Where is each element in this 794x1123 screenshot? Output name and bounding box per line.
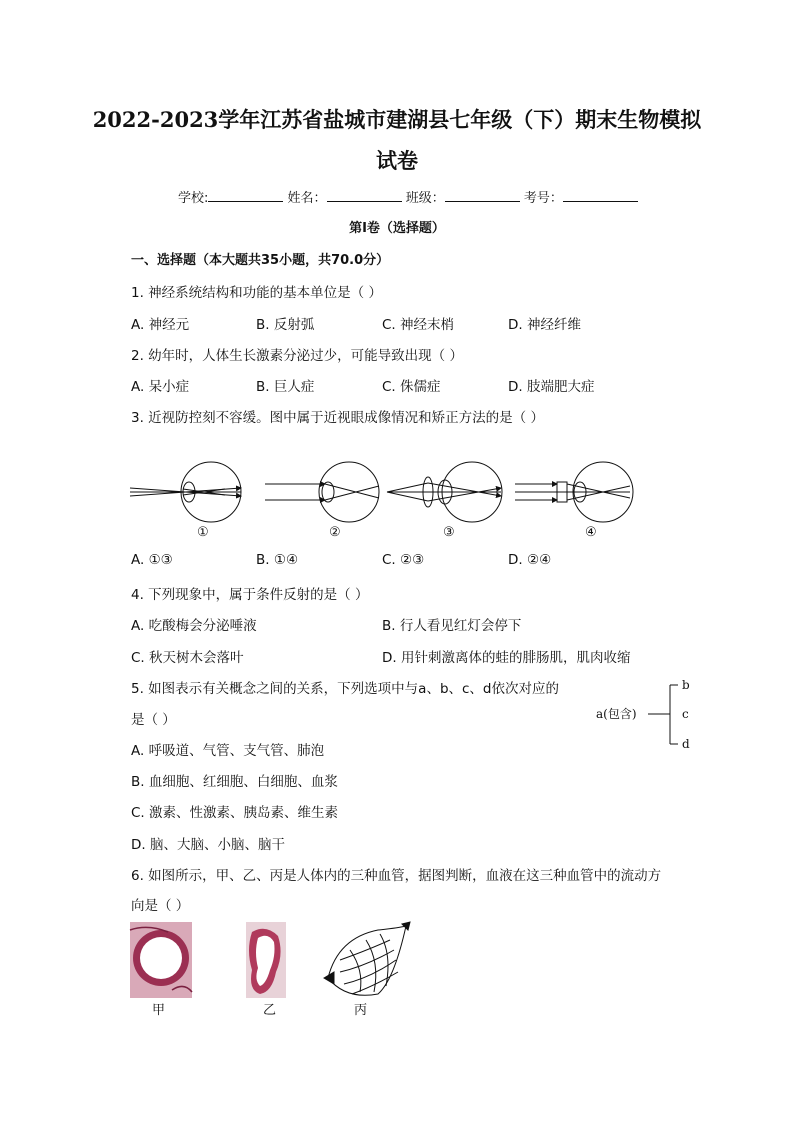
q2-option-a[interactable]: A. 呆小症 [131,379,190,395]
q5-option-d[interactable]: D. 脑、大脑、小脑、脑干 [131,837,285,853]
vessel-jia-image [130,922,192,998]
vessel-label-yi: 乙 [263,1003,277,1018]
section1-heading: 一、选择题（本大题共35小题，共70.0分） [131,253,390,268]
name-label: 姓名： [287,191,327,206]
class-label: 班级： [405,191,445,206]
blood-vessel-figure [128,920,418,1020]
q3-option-a[interactable]: A. ①③ [131,552,173,568]
vessel-label-bing: 丙 [354,1003,368,1018]
school-label: 学校: [178,191,209,206]
eye-diagrams-figure [125,455,645,545]
question-3-stem: 3. 近视防控刻不容缓。图中属于近视眼成像情况和矫正方法的是（ ） [131,410,544,426]
question-2-stem: 2. 幼年时，人体生长激素分泌过少，可能导致出现（ ） [131,348,463,364]
diagram-node-d: d [682,737,690,751]
concept-relation-diagram [592,676,702,752]
q5-option-a[interactable]: A. 呼吸道、气管、支气管、肺泡 [131,743,325,759]
student-info-row [178,187,638,206]
question-1-stem: 1. 神经系统结构和功能的基本单位是（ ） [131,285,382,301]
vessel-bing-image [324,922,410,995]
eye-diagram-4 [515,462,633,522]
vessel-label-jia: 甲 [152,1003,166,1018]
figure-label-3: ③ [443,525,455,540]
q2-option-c[interactable]: C. 侏儒症 [382,379,441,395]
q1-option-b[interactable]: B. 反射弧 [256,317,315,333]
question-6-stem: 6. 如图所示，甲、乙、丙是人体内的三种血管，据图判断，血液在这三种血管中的流动方 [131,868,662,884]
figure-label-2: ② [329,525,341,540]
q4-option-c[interactable]: C. 秋天树木会落叶 [131,650,244,666]
exam-title-line1: 2022-2023学年江苏省盐城市建湖县七年级（下）期末生物模拟 [92,107,702,132]
q3-option-c[interactable]: C. ②③ [382,552,425,568]
exam-number-label: 考号： [523,191,563,206]
eye-diagram-3 [387,462,502,522]
diagram-root-a: a(包含) [596,707,637,721]
vessel-yi-image [246,922,286,998]
diagram-node-b: b [682,678,690,692]
q4-option-a[interactable]: A. 吃酸梅会分泌唾液 [131,618,257,634]
part1-title: 第I卷（选择题） [349,221,445,236]
q2-option-b[interactable]: B. 巨人症 [256,379,315,395]
exam-title-line2: 试卷 [376,148,418,173]
q4-option-d[interactable]: D. 用针刺激离体的蛙的腓肠肌，肌肉收缩 [382,650,631,666]
q3-option-b[interactable]: B. ①④ [256,552,299,568]
q4-option-b[interactable]: B. 行人看见红灯会停下 [382,618,522,634]
school-blank[interactable] [208,189,283,202]
exam-number-blank[interactable] [563,189,638,202]
q1-option-c[interactable]: C. 神经末梢 [382,317,455,333]
figure-label-4: ④ [585,525,597,540]
name-blank[interactable] [327,189,402,202]
question-5-stem: 5. 如图表示有关概念之间的关系，下列选项中与a、b、c、d依次对应的 [131,681,560,697]
eye-diagram-1 [130,462,241,522]
question-6-stem-cont: 向是（ ） [131,898,190,914]
diagram-node-c: c [682,707,689,721]
q5-option-c[interactable]: C. 激素、性激素、胰岛素、维生素 [131,805,339,821]
figure-label-1: ① [197,525,209,540]
q3-option-d[interactable]: D. ②④ [508,552,552,568]
question-4-stem: 4. 下列现象中，属于条件反射的是（ ） [131,587,369,603]
q1-option-a[interactable]: A. 神经元 [131,317,190,333]
q5-option-b[interactable]: B. 血细胞、红细胞、白细胞、血浆 [131,774,338,790]
q2-option-d[interactable]: D. 肢端肥大症 [508,379,595,395]
question-5-stem-cont: 是（ ） [131,712,176,728]
q1-option-d[interactable]: D. 神经纤维 [508,317,581,333]
class-blank[interactable] [445,189,520,202]
eye-diagram-2 [265,462,379,522]
